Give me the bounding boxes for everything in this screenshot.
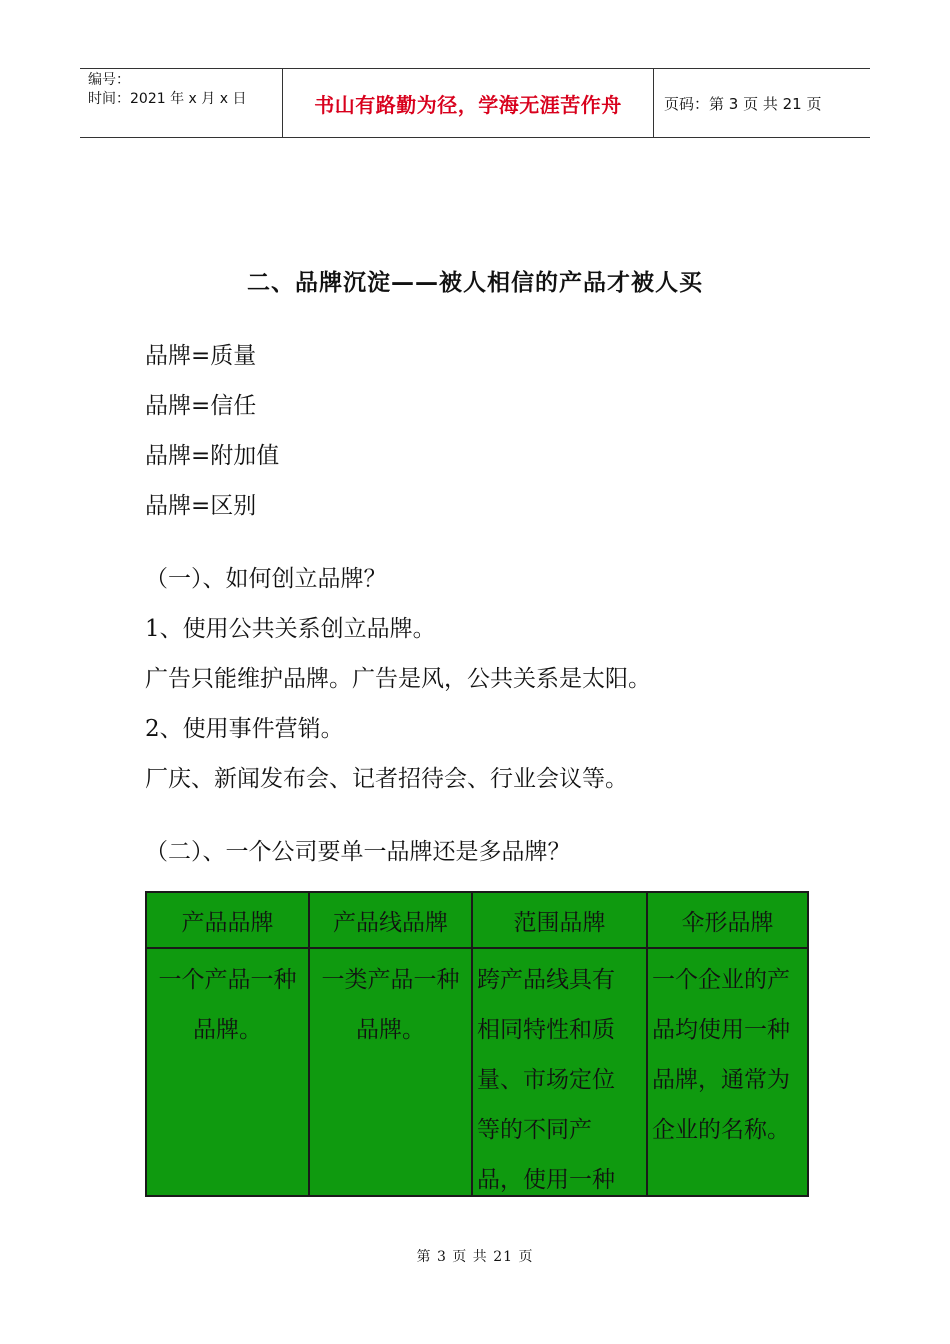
cell-line: 品牌。	[356, 1017, 425, 1043]
equation-quality: 品牌=质量	[145, 343, 257, 369]
section1-item2: 2、使用事件营销。	[145, 716, 344, 742]
cell-line: 品，使用一种	[477, 1167, 615, 1193]
cell-line: 跨产品线具有	[477, 967, 615, 993]
section2-heading: （二）、一个公司要单一品牌还是多品牌？	[145, 839, 571, 865]
section1-heading: （一）、如何创立品牌？	[145, 566, 387, 592]
cell-line: 企业的名称。	[652, 1117, 790, 1143]
document-header	[80, 68, 870, 138]
equation-added-value: 品牌=附加值	[145, 443, 280, 469]
cell-line: 一类产品一种	[321, 967, 460, 993]
header-umbrella-brand: 伞形品牌	[681, 909, 774, 936]
cell-line: 品均使用一种	[652, 1017, 790, 1043]
header-range-brand: 范围品牌	[473, 893, 648, 947]
section1-item2-text: 厂庆、新闻发布会、记者招待会、行业会议等。	[145, 766, 628, 792]
cell-line: 量、市场定位	[477, 1067, 615, 1093]
section-title: 二、品牌沉淀——被人相信的产品才被人买	[247, 270, 703, 296]
cell-umbrella-brand	[648, 949, 807, 1197]
brand-types-table	[145, 891, 809, 1197]
cell-line: 一个产品一种	[158, 967, 297, 993]
table-row	[147, 949, 807, 1197]
cell-line: 品牌。	[193, 1017, 262, 1043]
cell-line: 品牌，通常为	[652, 1067, 790, 1093]
cell-line: 等的不同产	[477, 1117, 592, 1143]
cell-product-brand	[147, 949, 310, 1197]
page-footer: 第 3 页 共 21 页	[416, 1249, 534, 1265]
table-header-row	[147, 893, 807, 949]
header-meta	[80, 69, 282, 137]
header-page-info: 页码：第 3 页 共 21 页	[664, 94, 822, 113]
section1-item1-text: 广告只能维护品牌。广告是风，公共关系是太阳。	[145, 666, 651, 692]
header-product-line-brand: 产品线品牌	[310, 893, 473, 947]
number-label: 编号：	[88, 72, 130, 88]
cell-range-brand	[473, 949, 648, 1197]
cell-product-line-brand	[310, 949, 473, 1197]
header-product-brand: 产品品牌	[147, 893, 310, 947]
header-motto: 书山有路勤为径，学海无涯苦作舟	[282, 69, 654, 137]
equation-trust: 品牌=信任	[145, 393, 257, 419]
section1-item1: 1、使用公共关系创立品牌。	[145, 616, 436, 642]
cell-line: 相同特性和质	[477, 1017, 615, 1043]
equation-difference: 品牌=区别	[145, 493, 257, 519]
cell-line: 一个企业的产	[652, 967, 790, 993]
time-label: 时间：2021 年 x 月 x 日	[88, 91, 247, 107]
